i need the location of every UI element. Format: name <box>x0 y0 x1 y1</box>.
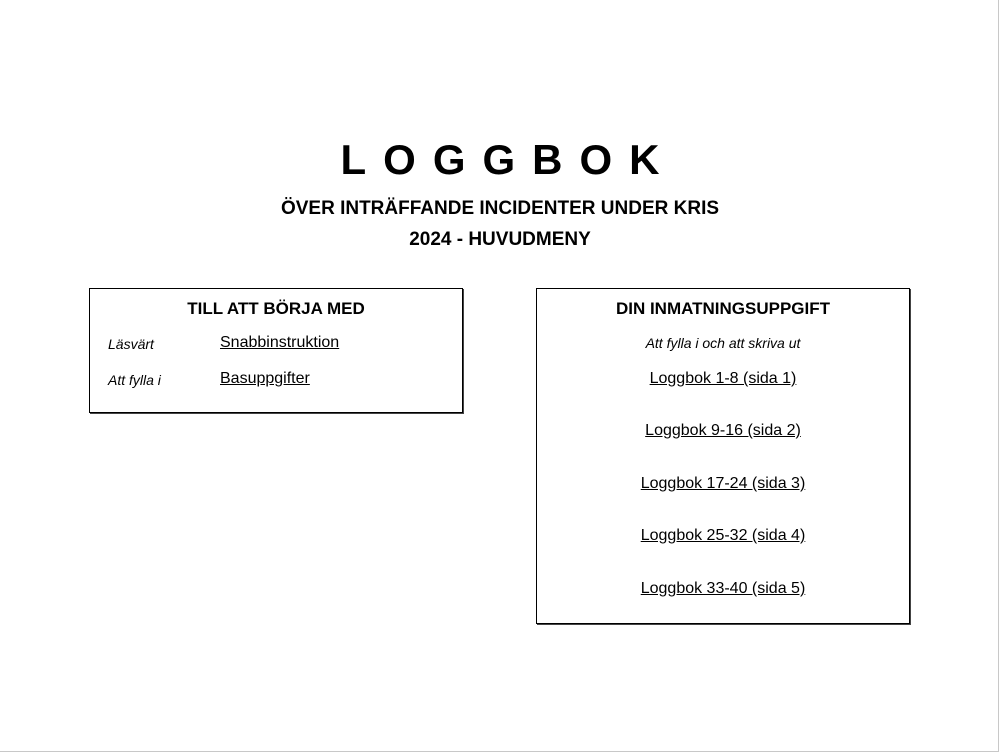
logbook-page-2-item <box>537 421 909 441</box>
quick-guide-label: Läsvärt <box>108 336 154 352</box>
logbook-page-5-item <box>537 579 909 599</box>
input-task-panel <box>536 288 910 624</box>
basic-info-row <box>90 369 462 391</box>
logbook-page-1-item <box>537 369 909 389</box>
logbook-page-3-item <box>537 474 909 494</box>
basic-info-link[interactable]: Basuppgifter <box>220 370 310 387</box>
input-task-heading: DIN INMATNINGSUPPGIFT <box>615 299 831 318</box>
logbook-page-4-item <box>537 526 909 546</box>
page-menu-title: 2024 - HUVUDMENY <box>409 229 591 250</box>
logbook-page-2-link[interactable]: Loggbok 9-16 (sida 2) <box>645 422 801 439</box>
page-title: LOGGBOK <box>340 136 677 183</box>
quick-guide-row <box>90 333 462 355</box>
logbook-page-3-link[interactable]: Loggbok 17-24 (sida 3) <box>640 475 806 492</box>
quick-guide-link[interactable]: Snabbinstruktion <box>220 334 340 351</box>
input-task-caption: Att fylla i och att skriva ut <box>645 335 801 351</box>
page-subtitle: ÖVER INTRÄFFANDE INCIDENTER UNDER KRIS <box>280 198 720 219</box>
logbook-page-5-link[interactable]: Loggbok 33-40 (sida 5) <box>640 580 806 597</box>
logbook-page-4-link[interactable]: Loggbok 25-32 (sida 4) <box>640 527 806 544</box>
logbook-page-1-link[interactable]: Loggbok 1-8 (sida 1) <box>649 370 797 387</box>
getting-started-heading: TILL ATT BÖRJA MED <box>187 299 365 318</box>
basic-info-label: Att fylla i <box>108 372 161 388</box>
getting-started-panel <box>89 288 463 413</box>
